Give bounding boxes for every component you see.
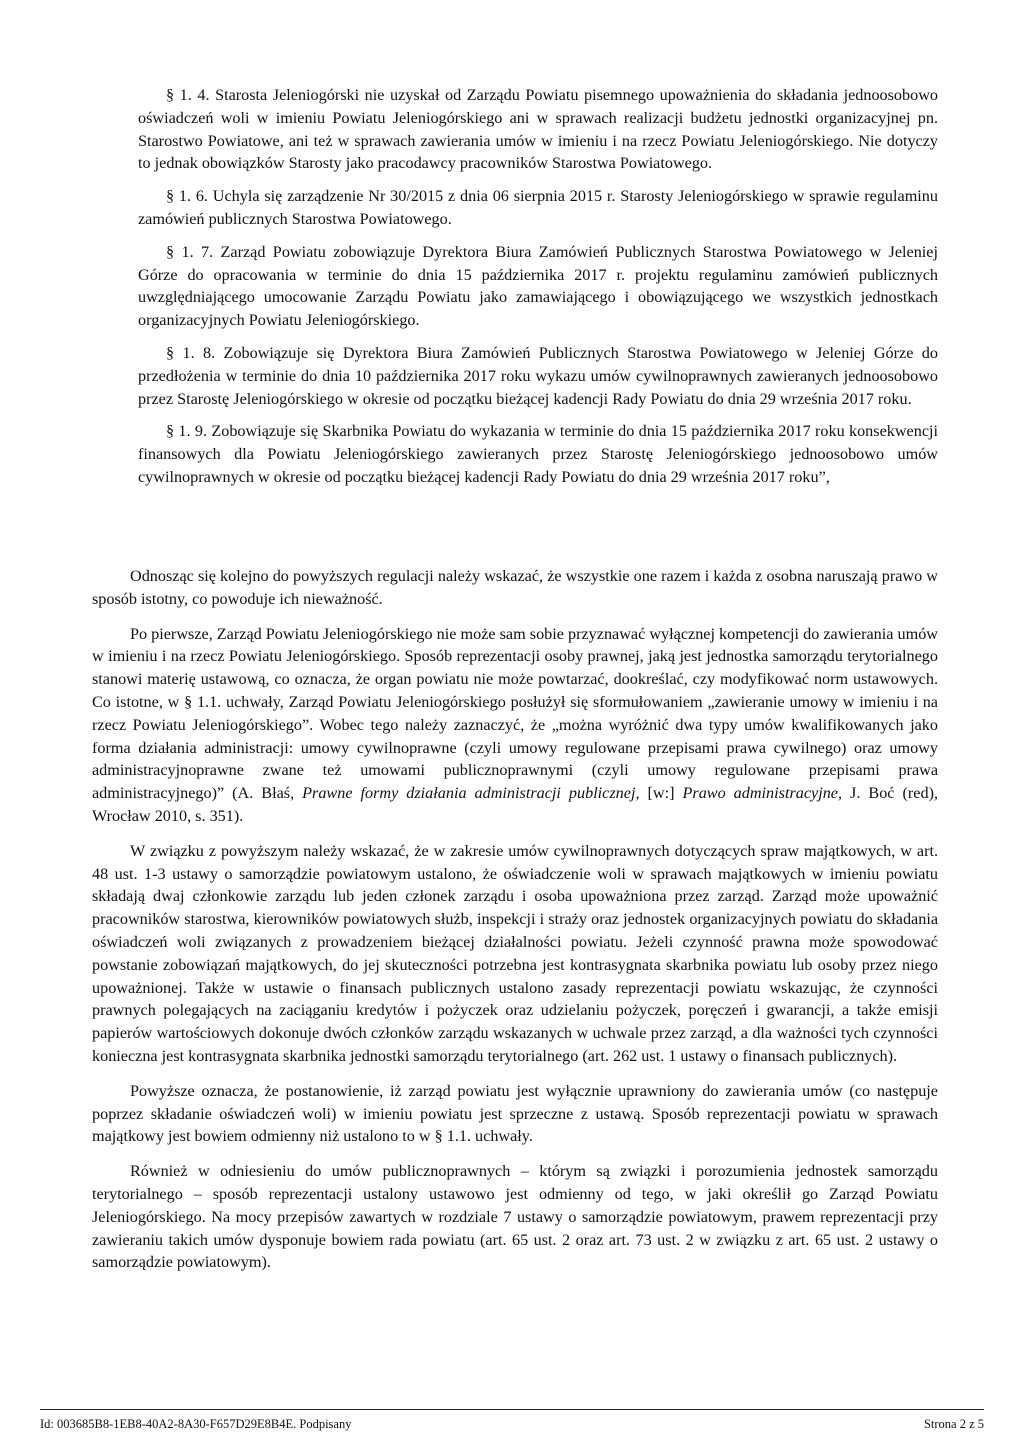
body-paragraph-2-part-a: Po pierwsze, Zarząd Powiatu Jeleniogórskiego nie może sam sobie przyznawać wyłącznej kompetencji do zawierania umów w imieniu i na rzecz Powiatu Jeleniogórskiego. Sposób reprezentacji osoby prawnej, jaką jest jednostka samorządu terytorialnego stanowi materię ustawową, co oznacza, że organ powiatu nie może powtarzać, dookreślać, czy modyfikować norm ustawowych. Co istotne, w § 1.1. uchwały, Zarząd Powiatu Jeleniogórskiego posłużył się sformułowaniem „zawieranie umowy w imieniu i na rzecz Powiatu Jeleniogórskiego”. Wobec tego należy zaznaczyć, że „można wyróżnić dwa typy umów kwalifikowanych jako forma działania administracji: umowy cywilnoprawne (czyli umowy regulowane przepisami prawa cywilnego) oraz umowy administracyjnoprawne zwane też umowami publicznoprawnymi (czyli umowy regulowane przepisami prawa administracyjnego)” (A. Błaś, [92, 624, 938, 803]
document-id: Id: 003685B8-1EB8-40A2-8A30-F657D29E8B4E. Podpisany [40, 1417, 352, 1431]
body-paragraph-2-part-c: , J. Boć (red), Wrocław 2010, s. 351). [92, 784, 939, 825]
quoted-paragraph-1-7: § 1. 7. Zarząd Powiatu zobowiązuje Dyrektora Biura Zamówień Publicznych Starostwa Powiatowego w Jeleniej Górze do opracowania w terminie do dnia 15 października 2017 r. projektu regulaminu zamówień publicznych uwzględniającego umocowanie Zarządu Powiatu jako zamawiającego i obowiązującego we wszystkich jednostkach organizacyjnych Powiatu Jeleniogórskiego. [138, 242, 938, 330]
quoted-paragraph-1-4: § 1. 4. Starosta Jeleniogórski nie uzyskał od Zarządu Powiatu pisemnego upoważnienia do składania jednoosobowo oświadczeń woli w imieniu Powiatu Jeleniogórskiego ani w sprawach realizacji budżetu jednostki organizacyjnej pn. Starostwo Powiatowe, ani też w sprawach zawierania umów w imieniu i na rzecz Powiatu Jeleniogórskiego. Nie dotyczy to jednak obowiązków Starosty jako pracodawcy pracowników Starostwa Powiatowego. [138, 86, 938, 173]
page-footer [40, 1409, 984, 1432]
body-paragraph-2-part-b: , [w:] [635, 784, 683, 803]
body-paragraph-3: W związku z powyższym należy wskazać, że w zakresie umów cywilnoprawnych dotyczących spraw majątkowych, w art. 48 ust. 1-3 ustawy o samorządzie powiatowym ustalono, że oświadczenie woli w sprawach majątkowych w imieniu powiatu składają dwaj członkowie zarządu lub jeden członek zarządu i osoba upoważniona przez zarząd. Zarząd może upoważnić pracowników starostwa, kierowników powiatowych służb, inspekcji i straży oraz jednostek organizacyjnych powiatu do składania oświadczeń woli związanych z prowadzeniem bieżącej działalności powiatu. Jeżeli czynność prawna może spowodować powstanie zobowiązań majątkowych, do jej skuteczności potrzebna jest kontrasygnata skarbnika powiatu lub osoby przez niego upoważnionej. Także w ustawie o finansach publicznych ustalono zasady reprezentacji powiatu wskazując, że czynności prawnych polegających na zaciąganiu kredytów i pożyczek oraz udzielaniu pożyczek, poręczeń i gwarancji, a także emisji papierów wartościowych dokonuje dwóch członków zarządu wskazanych w uchwale przez zarząd, a dla ważności tych czynności konieczna jest kontrasygnata skarbnika jednostki samorządu terytorialnego (art. 262 ust. 1 ustawy o finansach publicznych). [92, 841, 938, 1065]
body-paragraph-2 [92, 623, 938, 828]
quoted-paragraph-1-8: § 1. 8. Zobowiązuje się Dyrektora Biura Zamówień Publicznych Starostwa Powiatowego w Jeleniej Górze do przedłożenia w terminie do dnia 10 października 2017 roku wykazu umów cywilnoprawnych zawieranych jednoosobowo przez Starostę Jeleniogórskiego w okresie od początku bieżącej kadencji Rady Powiatu do dnia 29 września 2017 roku. [138, 343, 938, 408]
citation-book-italic: Prawo administracyjne [682, 784, 838, 803]
body-text [92, 565, 938, 1286]
page-number: Strona 2 z 5 [923, 1417, 984, 1431]
quoted-resolution-excerpt [138, 84, 938, 499]
quoted-paragraph-1-9: § 1. 9. Zobowiązuje się Skarbnika Powiatu do wykazania w terminie do dnia 15 października 2017 roku konsekwencji finansowych dla Powiatu Jeleniogórskiego zawieranych przez Starostę Jeleniogórskiego jednoosobowo umów cywilnoprawnych w okresie od początku bieżącej kadencji Rady Powiatu do dnia 29 września 2017 roku”, [138, 422, 938, 486]
citation-title-italic: Prawne formy działania administracji publicznej [302, 784, 636, 803]
body-paragraph-5: Również w odniesieniu do umów publicznoprawnych – którym są związki i porozumienia jednostek samorządu terytorialnego – sposób reprezentacji ustalony ustawowo jest odmienny od tego, w jaki określił go Zarząd Powiatu Jeleniogórskiego. Na mocy przepisów zawartych w rozdziale 7 ustawy o samorządzie powiatowym, prawem reprezentacji przy zawieraniu takich umów dysponuje bowiem rada powiatu (art. 65 ust. 2 oraz art. 73 ust. 2 w związku z art. 65 ust. 2 ustawy o samorządzie powiatowym). [92, 1162, 938, 1272]
body-paragraph-4: Powyższe oznacza, że postanowienie, iż zarząd powiatu jest wyłącznie uprawniony do zawierania umów (co następuje poprzez składanie oświadczeń woli) w imieniu powiatu jest sprzeczne z ustawą. Sposób reprezentacji powiatu w sprawach majątkowy jest bowiem odmienny niż ustalono to w § 1.1. uchwały. [92, 1081, 938, 1146]
body-paragraph-1: Odnosząc się kolejno do powyższych regulacji należy wskazać, że wszystkie one razem i każda z osobna naruszają prawo w sposób istotny, co powoduje ich nieważność. [92, 567, 938, 608]
quoted-paragraph-1-6: § 1. 6. Uchyla się zarządzenie Nr 30/2015 z dnia 06 sierpnia 2015 r. Starosty Jeleniogórskiego w sprawie regulaminu zamówień publicznych Starostwa Powiatowego. [138, 187, 938, 228]
